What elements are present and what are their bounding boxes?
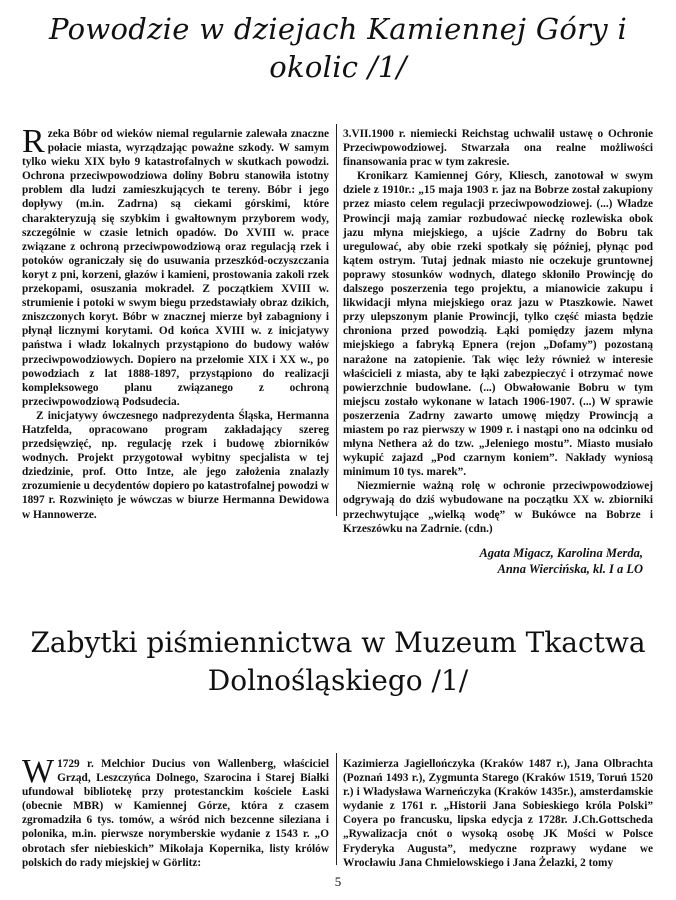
dropcap: W [22,753,55,790]
article2-paragraph [22,753,329,870]
article1-left-column [22,123,329,522]
column-divider [336,753,337,865]
article2-left-column [22,753,329,870]
article1-paragraph: Kronikarz Kamiennej Góry, Kliesch, zanotował w swym dziele z 1910r.: „15 maja 1903 r. jaz na Bobrze został zakupiony przez miasto celem regulacji przeciwpowodziowej. (...) Władze Prowincji mają zamiar rozbudować nieckę rozlewiska obok jazu młyna miejskiego, a ujście Zadrny do Bobru tak uregulować, aby obie rzeki spotkały się później, płynąc pod kątem ostrym. Tutaj jednak miasto nie oczekuje gruntownej poprawy stosunków wodnych, dlatego skłoniło Prowincję do dalszego poszerzenia tego projektu, a mianowicie zakupu i likwidacji młyna miejskiego oraz jazu w Ptaszkowie. Nawet przy ulepszonym planie Prowincji, tylko część miasta będzie chroniona przed powodzią. Łąki pomiędzy jazem młyna miejskiego a fabryką Epnera (rejon „Dofamy”) pozostaną narażone na zatopienie. Tak więc leży również w interesie właścicieli z miasta, aby te łąki zabezpieczyć i otrzymać nowe powierzchnie budowlane. (...) Obwałowanie Bobru w tym miejscu zostało wykonane w latach 1906-1907. (...) W sprawie poszerzenia Zadrny zawarto umowę między Prowincją a miastem po raz pierwszy w 1909 r. i nastąpi ono na odcinku od młyna Nethera aż do tzw. „Jeleniego mostu”. Miasto musiało wykupić zajazd „Pod czarnym koniem”. Nakłady wyniosą minimum 10 tys. marek”. [343,170,653,479]
article2-right-column [343,757,653,870]
article1-paragraph: Niezmiernie ważną rolę w ochronie przeciwpowodziowej odgrywają do dziś wybudowane na początku XX w. zbiorniki przechwytujące „wielką wodę” w Bukówce na Bobrze i Krzeszówku na Zadrnie. (cdn.) [343,480,653,535]
article1-paragraph: Z inicjatywy ówczesnego nadprezydenta Śląska, Hermanna Hatzfelda, opracowano program zakładający szereg przedsięwzięć, np. regulację rzek i budowę zbiorników wodnych. Projekt przygotował wybitny specjalista w tej dziedzinie, prof. Otto Intze, ale jego założenia znalazły zrozumienie u decydentów dopiero po katastrofalnej powodzi w 1897 r. Rozwinięto je wówczas w biurze Hermanna Dewidowa w Hannowerze. [22,409,329,521]
paragraph-text: zeka Bóbr od wieków niemal regularnie zalewała znaczne połacie miasta, wyrządzając poważne szkody. W samym tylko wieku XIX było 9 katastrofalnych w skutkach powodzi. Ochrona przeciwpowodziowa doliny Bobru stanowiła istotny problem dla ludzi zamieszkujących te tereny. Bóbr i jego dopływy (m.in. Zadrna) są ciekami górskimi, które charakteryzują się szybkim i gwałtownym przyborem wody, szczególnie w czasie letnich opadów. Do XVIII w. prace związane z ochroną przeciwpowodziową oraz regulacją rzek i potoków ograniczały się do usuwania przeszkód-oczyszczania koryt z pni, korzeni, głazów i kamieni, prostowania zakoli rzek przekopami, osuszania mokradeł. Z początkiem XVIII w. strumienie i potoki w swym biegu przedstawiały obraz dzikich, zniszczonych koryt. Bóbr w znacznej mierze był zabagniony i płynął licznymi korytami. Od końca XVIII w. z inicjatywy państwa i władz lokalnych przystąpiono do budowy wałów przeciwpowodziowych. Dopiero na przełomie XIX i XX w., po powodziach z lat 1888-1897, przystąpiono do realizacji kompleksowego planu związanego z ochroną przeciwpowodziową Podsudecia. [22,128,329,408]
article-title-museum: Zabytki piśmiennictwa w Muzeum Tkactwa Dolnośląskiego /1/ [30,626,646,697]
column-divider [336,124,337,516]
page-number: 5 [334,874,342,889]
dropcap: R [22,123,45,160]
article1-paragraph: 3.VII.1900 r. niemiecki Reichstag uchwalił ustawę o Ochronie Przeciwpowodziowej. Stwarzała ona realne możliwości finansowania prac w tym zakresie. [343,128,653,169]
article1-paragraph [22,123,329,409]
article1-authors [343,545,643,577]
article-title-floods: Powodzie w dziejach Kamiennej Góry i okolic /1/ [48,12,628,84]
article2-paragraph: Kazimierza Jagiellończyka (Kraków 1487 r.), Jana Olbrachta (Poznań 1493 r.), Zygmunta Starego (Kraków 1519, Toruń 1520 r.) i Władysława Warneńczyka (Kraków 1435r.), amsterdamskie wydanie z 1761 r. „Historii Jana Sobieskiego króla Polski” Coyera po francusku, lipska edycja z 1728r. J.Ch.Gottscheda „Rywalizacja cnót o wysoką osobę JK Mości w Polsce Fryderyka Augusta”, medyczne rozprawy wydane we Wrocławiu Jana Chmielowskiego i Jana Żelazki, 2 tomy [343,758,653,869]
authors-line: Agata Migacz, Karolina Merda, [479,546,643,560]
paragraph-text: 1729 r. Melchior Ducius von Wallenberg, właściciel Grząd, Leszczyńca Dolnego, Szarocina i Starej Białki ufundował bibliotekę przy protestanckim kościele Łaski (obecnie MBR) w Kamiennej Górze, która z czasem zgromadziła 6 tys. tomów, a wśród nich bezcenne sileziana i polonika, m.in. pierwsze norymberskie wydanie z 1543 r. „O obrotach sfer niebieskich” Mikołaja Kopernika, listy królów polskich do rady miejskiej w Görlitz: [22,758,329,869]
authors-line: Anna Wiercińska, kl. I a LO [497,562,643,576]
article1-right-column [343,127,653,536]
